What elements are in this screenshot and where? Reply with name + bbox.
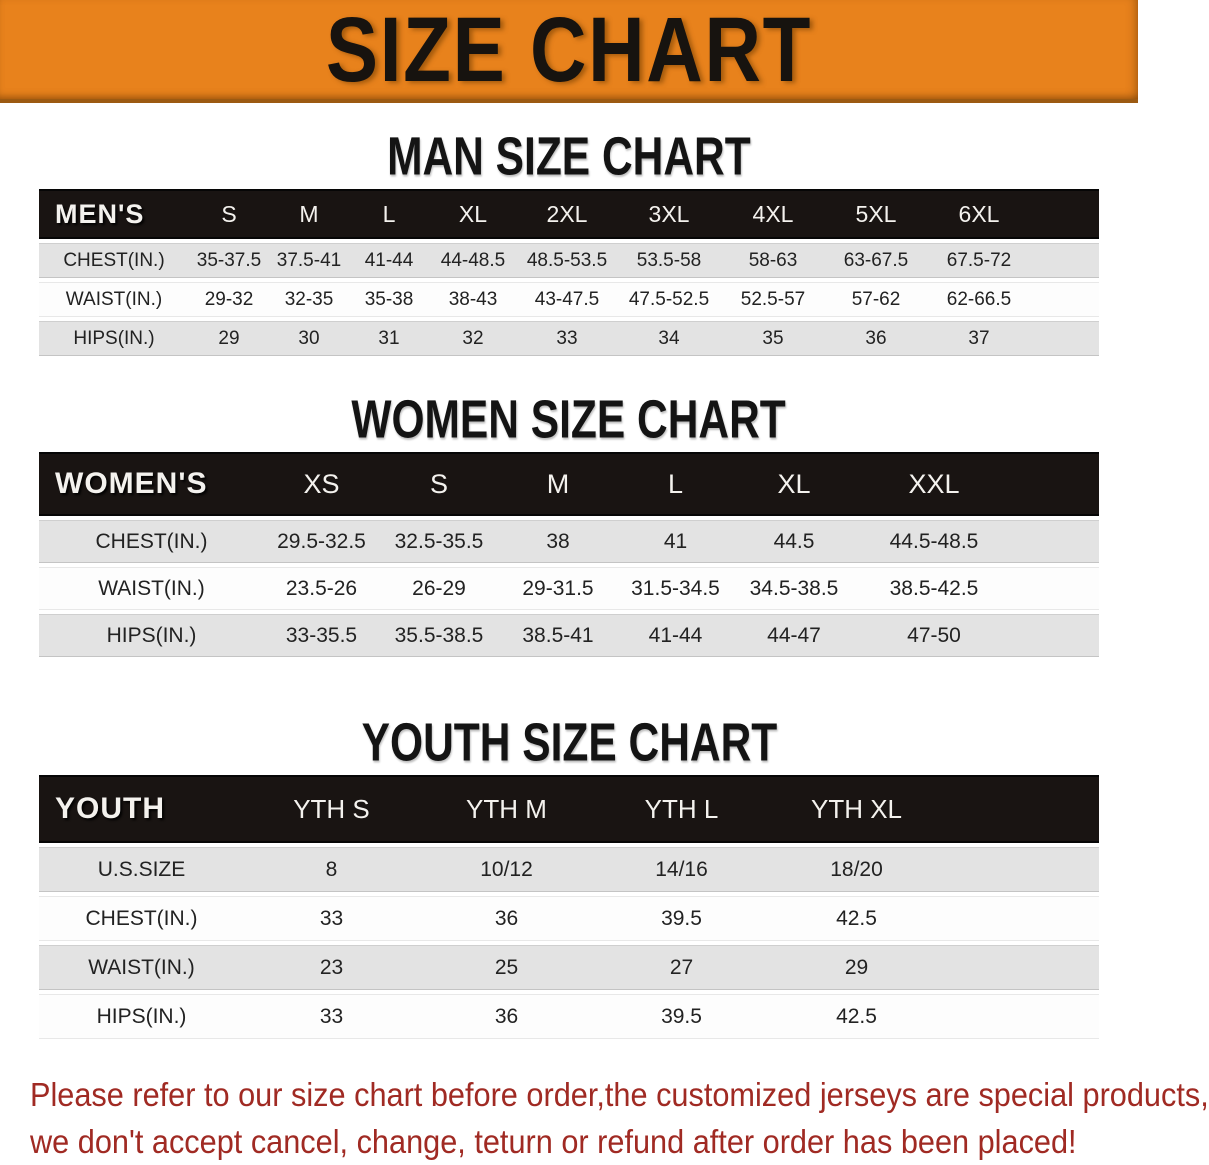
size-cell: 25 (419, 945, 594, 990)
size-cell: 41 (617, 520, 734, 563)
size-cell: 38 (499, 520, 617, 563)
size-cell: 38.5-41 (499, 614, 617, 657)
spacer-cell (944, 994, 1099, 1039)
size-cell: 37 (927, 321, 1031, 356)
size-cell: 36 (825, 321, 927, 356)
women-corner-label: WOMEN'S (39, 452, 264, 516)
col-header: S (379, 452, 499, 516)
table-row (39, 896, 1099, 941)
disclaimer-line-1: Please refer to our size chart before order,the customized jerseys are special products, (30, 1076, 1209, 1113)
col-header: 3XL (617, 189, 721, 239)
table-row (39, 994, 1099, 1039)
table-row (39, 321, 1099, 356)
size-cell: 38-43 (429, 282, 517, 317)
table-row (39, 567, 1099, 610)
size-cell: 31.5-34.5 (617, 567, 734, 610)
spacer-cell (1031, 243, 1099, 278)
row-label: HIPS(IN.) (39, 321, 189, 356)
size-cell: 38.5-42.5 (854, 567, 1014, 610)
table-row (39, 243, 1099, 278)
men-section-heading (0, 127, 1138, 185)
size-cell: 34.5-38.5 (734, 567, 854, 610)
row-label: CHEST(IN.) (39, 520, 264, 563)
disclaimer-note (0, 1071, 1209, 1165)
row-label: HIPS(IN.) (39, 614, 264, 657)
spacer-cell (1031, 321, 1099, 356)
men-header-row (39, 189, 1099, 239)
size-cell: 42.5 (769, 994, 944, 1039)
youth-corner-label: YOUTH (39, 775, 244, 843)
size-cell: 32.5-35.5 (379, 520, 499, 563)
size-cell: 47.5-52.5 (617, 282, 721, 317)
size-cell: 18/20 (769, 847, 944, 892)
row-label: CHEST(IN.) (39, 243, 189, 278)
row-label: WAIST(IN.) (39, 567, 264, 610)
size-cell: 27 (594, 945, 769, 990)
size-cell: 30 (269, 321, 349, 356)
col-header: XXL (854, 452, 1014, 516)
table-row (39, 945, 1099, 990)
spacer-cell (1014, 520, 1099, 563)
youth-size-table (39, 771, 1099, 1043)
youth-heading-text: YOUTH SIZE CHART (361, 711, 777, 773)
size-cell: 29 (189, 321, 269, 356)
col-header: 2XL (517, 189, 617, 239)
size-cell: 44-48.5 (429, 243, 517, 278)
men-corner-label: MEN'S (39, 189, 189, 239)
size-cell: 35-37.5 (189, 243, 269, 278)
col-header: YTH S (244, 775, 419, 843)
col-header: XL (734, 452, 854, 516)
size-cell: 57-62 (825, 282, 927, 317)
size-cell: 67.5-72 (927, 243, 1031, 278)
spacer-cell (944, 896, 1099, 941)
size-cell: 32-35 (269, 282, 349, 317)
size-cell: 29-31.5 (499, 567, 617, 610)
col-header: XS (264, 452, 379, 516)
size-chart-banner (0, 0, 1138, 103)
col-header: L (349, 189, 429, 239)
size-cell: 29 (769, 945, 944, 990)
spacer-cell (944, 775, 1099, 843)
size-cell: 23.5-26 (264, 567, 379, 610)
size-cell: 36 (419, 896, 594, 941)
table-row (39, 520, 1099, 563)
size-cell: 29.5-32.5 (264, 520, 379, 563)
size-cell: 33 (517, 321, 617, 356)
size-cell: 34 (617, 321, 721, 356)
size-cell: 48.5-53.5 (517, 243, 617, 278)
spacer-cell (1014, 452, 1099, 516)
row-label: WAIST(IN.) (39, 945, 244, 990)
col-header: M (269, 189, 349, 239)
size-cell: 41-44 (349, 243, 429, 278)
size-cell: 52.5-57 (721, 282, 825, 317)
table-row (39, 614, 1099, 657)
spacer-cell (1031, 189, 1099, 239)
size-cell: 39.5 (594, 994, 769, 1039)
size-cell: 44.5-48.5 (854, 520, 1014, 563)
size-cell: 14/16 (594, 847, 769, 892)
size-cell: 44-47 (734, 614, 854, 657)
size-cell: 26-29 (379, 567, 499, 610)
size-cell: 33 (244, 896, 419, 941)
size-cell: 47-50 (854, 614, 1014, 657)
size-cell: 35.5-38.5 (379, 614, 499, 657)
size-cell: 62-66.5 (927, 282, 1031, 317)
size-cell: 10/12 (419, 847, 594, 892)
women-heading-text: WOMEN SIZE CHART (351, 388, 787, 450)
size-cell: 39.5 (594, 896, 769, 941)
spacer-cell (1031, 282, 1099, 317)
men-size-table (39, 185, 1099, 360)
row-label: HIPS(IN.) (39, 994, 244, 1039)
disclaimer-line-2: we don't accept cancel, change, teturn or refund after order has been placed! (30, 1123, 1077, 1160)
col-header: YTH XL (769, 775, 944, 843)
col-header: M (499, 452, 617, 516)
youth-section-heading (0, 713, 1138, 771)
spacer-cell (944, 847, 1099, 892)
table-row (39, 847, 1099, 892)
col-header: YTH M (419, 775, 594, 843)
size-cell: 23 (244, 945, 419, 990)
spacer-cell (1014, 567, 1099, 610)
men-heading-text: MAN SIZE CHART (387, 125, 751, 187)
women-size-table (39, 448, 1099, 661)
size-cell: 42.5 (769, 896, 944, 941)
size-cell: 33-35.5 (264, 614, 379, 657)
women-section-heading (0, 390, 1138, 448)
spacer-cell (944, 945, 1099, 990)
col-header: 4XL (721, 189, 825, 239)
size-cell: 35-38 (349, 282, 429, 317)
col-header: XL (429, 189, 517, 239)
spacer-cell (1014, 614, 1099, 657)
size-cell: 53.5-58 (617, 243, 721, 278)
size-cell: 36 (419, 994, 594, 1039)
size-cell: 43-47.5 (517, 282, 617, 317)
size-cell: 44.5 (734, 520, 854, 563)
size-cell: 58-63 (721, 243, 825, 278)
size-cell: 37.5-41 (269, 243, 349, 278)
col-header: 6XL (927, 189, 1031, 239)
row-label: WAIST(IN.) (39, 282, 189, 317)
table-row (39, 282, 1099, 317)
size-cell: 35 (721, 321, 825, 356)
size-cell: 41-44 (617, 614, 734, 657)
row-label: CHEST(IN.) (39, 896, 244, 941)
women-header-row (39, 452, 1099, 516)
banner-title: SIZE CHART (325, 0, 813, 101)
size-cell: 31 (349, 321, 429, 356)
size-cell: 63-67.5 (825, 243, 927, 278)
size-cell: 32 (429, 321, 517, 356)
size-cell: 8 (244, 847, 419, 892)
col-header: 5XL (825, 189, 927, 239)
size-cell: 33 (244, 994, 419, 1039)
row-label: U.S.SIZE (39, 847, 244, 892)
col-header: YTH L (594, 775, 769, 843)
size-cell: 29-32 (189, 282, 269, 317)
col-header: L (617, 452, 734, 516)
col-header: S (189, 189, 269, 239)
youth-header-row (39, 775, 1099, 843)
